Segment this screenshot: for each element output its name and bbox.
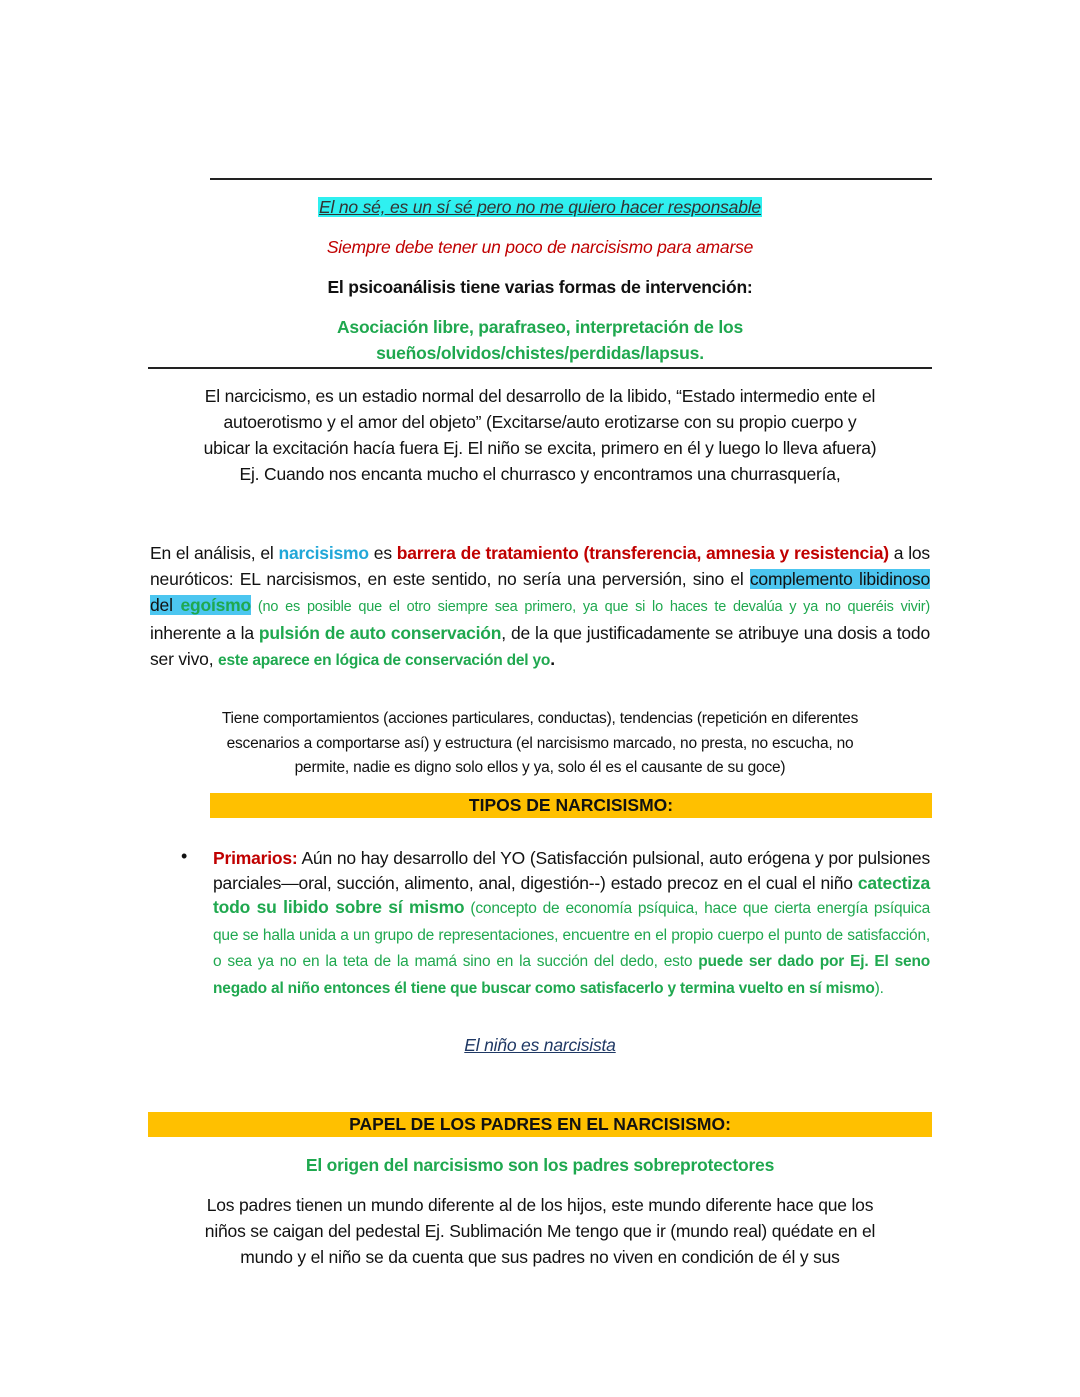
text: . bbox=[550, 649, 555, 669]
child-note: El niño es narcisista bbox=[464, 1035, 616, 1055]
highlight-seno: puede ser dado por Ej. El seno negado al niño entonces él tiene que buscar como satisfacerlo y termina vuelto en sí mismo bbox=[213, 953, 931, 997]
paragraph-line: Tiene comportamientos (acciones particulares, conductas), tendencias (repetición en diferentes bbox=[221, 710, 859, 727]
bullet-primarios bbox=[213, 846, 930, 1001]
narcissism-definition-paragraph bbox=[140, 383, 940, 487]
text: ). bbox=[874, 979, 884, 997]
text: a los neuróticos: EL narcisismos, en este sentido, no sería una perversión, sino el bbox=[150, 543, 930, 589]
paragraph-line: niños se caigan del pedestal Ej. Sublimación Me tengo que ir (mundo real) quédate en el bbox=[204, 1221, 876, 1241]
top-rule bbox=[210, 178, 932, 180]
intervention-list-line2: sueños/olvidos/chistes/perdidas/lapsus. bbox=[376, 343, 704, 363]
behaviour-paragraph bbox=[140, 707, 940, 781]
text: inherente a la bbox=[150, 623, 259, 643]
quote-red: Siempre debe tener un poco de narcisismo para amarse bbox=[326, 237, 754, 257]
section-title-tipos: TIPOS DE NARCISISMO: bbox=[210, 793, 932, 818]
quote-cyan: El no sé, es un sí sé pero no me quiero hacer responsable bbox=[319, 197, 761, 217]
highlight-egoismo: egoísmo bbox=[180, 595, 252, 615]
paragraph-line: autoerotismo y el amor del objeto” (Excitarse/auto erotizarse con su propio cuerpo y bbox=[223, 412, 857, 432]
highlight-conservacion: este aparece en lógica de conservación del yo bbox=[218, 652, 551, 669]
paragraph-line: Los padres tienen un mundo diferente al de los hijos, este mundo diferente hace que los bbox=[206, 1195, 874, 1215]
highlight-pulsion: pulsión de auto conservación bbox=[258, 623, 502, 643]
section-title-padres: PAPEL DE LOS PADRES EN EL NARCISISMO: bbox=[148, 1112, 932, 1137]
bullet-icon: • bbox=[181, 846, 188, 866]
text: , de la que justificadamente se atribuye una dosis a todo ser vivo, bbox=[150, 623, 930, 669]
highlight-barrera: barrera de tratamiento (transferencia, amnesia y resistencia) bbox=[396, 543, 889, 563]
paragraph-line: Ej. Cuando nos encanta mucho el churrasco y encontramos una churrasquería, bbox=[239, 464, 841, 484]
child-note-block bbox=[0, 1032, 1080, 1058]
paragraph-line: mundo y el niño se da cuenta que sus padres no viven en condición de él y sus bbox=[240, 1247, 840, 1267]
paragraph-line: permite, nadie es digno solo ellos y ya, solo él es el causante de su goce) bbox=[294, 759, 786, 776]
intervention-heading: El psicoanálisis tiene varias formas de intervención: bbox=[327, 277, 753, 297]
paragraph-line: ubicar la excitación hacía fuera Ej. El niño se excita, primero en él y luego lo lleva afuera) bbox=[203, 438, 877, 458]
highlight-complemento: complemento libidinoso del bbox=[150, 569, 930, 615]
aside-green: (no es posible que el otro siempre sea primero, ya que si lo haces te devalúa y ya no queréis vivir) bbox=[251, 599, 930, 615]
analysis-paragraph bbox=[150, 540, 930, 674]
paragraph-line: El narcicismo, es un estadio normal del desarrollo de la libido, “Estado intermedio ente el bbox=[204, 386, 876, 406]
highlight-catectiza: catectiza todo su libido sobre sí mismo bbox=[213, 872, 930, 917]
text: es bbox=[368, 543, 397, 563]
intervention-list-line1: Asociación libre, parafraseo, interpretación de los bbox=[336, 317, 744, 337]
paragraph-line: escenarios a comportarse así) y estructura (el narcisismo marcado, no presta, no escucha, no bbox=[226, 734, 854, 752]
aside-green: (concepto de economía psíquica, hace que cierta energía psíquica que se halla unida a un grupo de representaciones, encuentre en el propio cuerpo el punto de satisfacción, o sea ya no en la teta de la mamá sino en la succión del dedo, esto bbox=[213, 900, 931, 970]
bullet-label: Primarios: bbox=[213, 848, 298, 868]
text: En el análisis, el bbox=[150, 543, 279, 563]
middle-rule bbox=[148, 367, 932, 369]
quote-cyan-block bbox=[0, 194, 1080, 220]
parents-heading: El origen del narcisismo son los padres sobreprotectores bbox=[305, 1155, 775, 1175]
highlight-narcisismo: narcisismo bbox=[278, 543, 369, 563]
parents-paragraph bbox=[140, 1192, 940, 1270]
text: Aún no hay desarrollo del YO (Satisfacción pulsional, auto erógena y por pulsiones parciales—oral, succión, alimento, anal, digestión--) estado precoz en el cual el niño bbox=[213, 848, 930, 893]
